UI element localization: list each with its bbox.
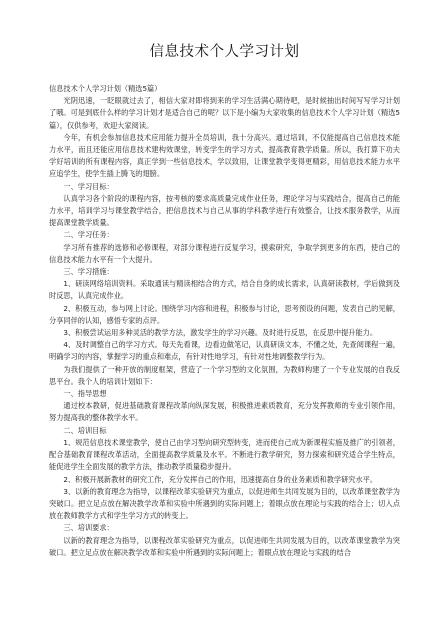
paragraph: 一、学习目标： (63, 181, 114, 191)
document-body (49, 83, 400, 559)
paragraph: 1、研读网络培训资料。采取通读与精读相结合的方式，结合自身的成长需求，认真研读教材，学后做到及时反思，认真完成作业。 (49, 279, 400, 301)
paragraph: 以新的教育理念为指导，以课程改革实验研究为重点，以促进师生共同发展为目的，以改革课堂教学为突破口。把立足点放在解决教学改革和实验中所遇到的实际问题上；着眼点放在理论与实践的结合 (49, 535, 400, 557)
paragraph: 认真学习各个阶段的课程内容，按考核的要求高质量完成作业任务，理论学习与实践结合，提高自己的能力水平，培训学习与课堂教学结合，把信息技术与自己从事的学科教学进行有效整合，让技术服务教学，从而提高课堂教学质量。 (49, 193, 400, 228)
paragraph: 一、指导思想 (63, 389, 107, 399)
paragraph: 二、学习任务： (63, 230, 114, 240)
document-title: 信息技术个人学习计划 (149, 44, 300, 60)
paragraph: 3、积极尝试运用多种灵活的教学方法，激发学生的学习兴趣。及时进行反思，在反思中提升能力。 (63, 328, 378, 338)
paragraph: 3、以新的教育理念为指导，以课程改革实验研究为重点，以促进师生共同发展为目的，以改革课堂教学为突破口。把立足点放在解决教学改革和实验中所遇到的实际问题上；着眼点放在理论与实践的结合上；切入点放在教师教学方式和学生学习方式的转变上。 (49, 486, 400, 521)
paragraph: 1、规范信息技术课堂教学，使自己由学习型向研究型转变，进而使自己成为新课程实施及推广的引领者，配合基础教育课程改革活动，全面提高教学质量及水平。不断进行教学研究，努力探索和研究适合学生特点，能促进学生全面发展的教学方法，推动教学质量稳步提升。 (49, 437, 400, 472)
paragraph: 今年，有机会参加信息技术应用能力提升全员培训，我十分高兴。通过培训，不仅能提高自己信息技术能力水平，而且还能应用信息技术建构效课堂，转变学生的学习方式，提高教育教学质量。所以，我打算下功夫学好培训的所有课程内容，真正学到一些信息技术，学以致用，让课堂教学变得更精彩，用信息技术能力水平应追学生，使学生插上腾飞的翅膀。 (49, 132, 400, 179)
paragraph: 2、积极互动，参与网上讨论。围绕学习内容和进程，积极参与讨论，思考预设的问题，发表自己的见解，分享同伴的认知，感悟专家的点评。 (49, 303, 400, 325)
paragraph: 为我们提供了一种开放的制度框架，营造了一个学习型的文化氛围，为教师构建了一个专业发展的自我反思平台。我个人的培训计划如下： (49, 364, 400, 386)
paragraph: 4、及时调整自己的学习方式。每天先看课，边看边做笔记，认真研读文本，不懂之处，先查阅课程一遍，明确学习的内容，掌握学习的重点和难点，有针对性地学习，有针对性地调整教学行为。 (49, 340, 400, 362)
paragraph: 三、学习措施： (63, 267, 114, 277)
paragraph: 二、培训目标 (63, 425, 107, 435)
paragraph: 光阴迅速，一眨眼就过去了，相信大家对即将到来的学习生活满心期待吧，是时候抽出时间写写学习计划了哦。可是到底什么样的学习计划才是适合自己的呢？以下是小编为大家收集的信息技术个人学习计划（精选5篇），仅供参考，欢迎大家阅读。 (49, 96, 400, 130)
paragraph: 三、培训要求： (63, 523, 114, 533)
paragraph: 信息技术个人学习计划（精选5篇） (49, 84, 162, 93)
paragraph: 学习所有推荐的选修和必修课程，对部分课程进行反复学习，摸索研究，争取学到更多的东西，使自己的信息技术能力水平有一个大提升。 (49, 242, 400, 264)
paragraph: 2、积极开展新教材的研究工作，充分发挥自己的作用，迅速提高自身的业务素质和教学研究水平。 (63, 474, 378, 484)
paragraph: 通过校本教研，促进基础教育课程改革向纵深发展，积极推进素质教育，充分发挥教师的专业引领作用，努力提高我的整体教学水平。 (49, 401, 400, 423)
